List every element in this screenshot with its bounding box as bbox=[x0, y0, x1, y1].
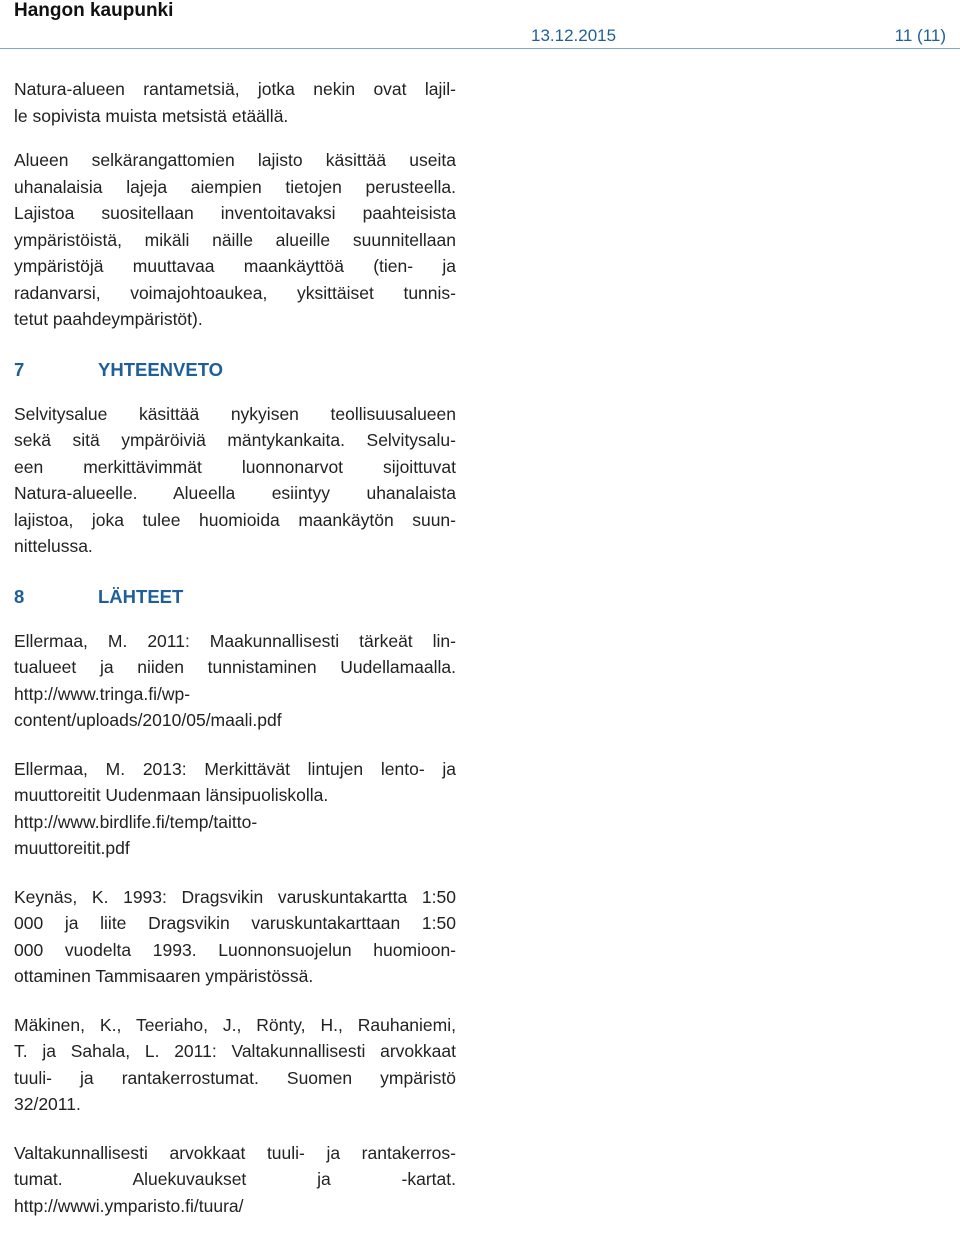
reference-item bbox=[14, 1012, 456, 1118]
text-line: T. ja Sahala, L. 2011: Valtakunnallisesti arvokkaat bbox=[14, 1041, 456, 1061]
section-heading-references bbox=[14, 584, 456, 610]
paragraph-summary bbox=[14, 401, 456, 560]
reference-item bbox=[14, 756, 456, 862]
paragraph-natura-forests bbox=[14, 76, 456, 129]
text-line: lajistoa, joka tulee huomioida maankäytön suun- bbox=[14, 509, 456, 530]
text-line: 000 vuodelta 1993. Luonnonsuojelun huomioon- bbox=[14, 939, 456, 960]
document-date: 13.12.2015 bbox=[531, 26, 617, 45]
text-line: nittelussa. bbox=[14, 536, 93, 556]
text-line: http://wwwi.ymparisto.fi/tuura/ bbox=[14, 1195, 244, 1216]
text-line: 000 ja liite Dragsvikin varuskuntakarttaan 1:50 bbox=[14, 913, 456, 933]
text-line: Lajistoa suositellaan inventoitavaksi paahteisista bbox=[14, 203, 456, 223]
section-title: YHTEENVETO bbox=[98, 358, 224, 380]
text-line: tualueet ja niiden tunnistaminen Uudellamaalla. bbox=[14, 657, 456, 677]
text-line: http://www.tringa.fi/wp- bbox=[14, 683, 191, 704]
text-line: sekä sitä ympäröiviä mäntykankaita. Selvitysalu- bbox=[14, 430, 456, 450]
text-line: content/uploads/2010/05/maali.pdf bbox=[14, 710, 282, 730]
text-line: muuttoreitit Uudenmaan länsipuoliskolla. bbox=[14, 785, 329, 805]
text-line: Mäkinen, K., Teeriaho, J., Rönty, H., Rauhaniemi, bbox=[14, 1014, 456, 1035]
text-line: tetut paahdeympäristöt). bbox=[14, 309, 203, 329]
reference-item bbox=[14, 628, 456, 734]
text-line: tumat. Aluekuvaukset ja -kartat. bbox=[14, 1169, 456, 1189]
page-header bbox=[0, 0, 960, 50]
text-line: 32/2011. bbox=[14, 1094, 81, 1114]
text-line: Natura-alueelle. Alueella esiintyy uhanalaista bbox=[14, 483, 456, 503]
text-line: tuuli- ja rantakerrostumat. Suomen ympäristö bbox=[14, 1067, 456, 1088]
section-heading-summary bbox=[14, 357, 456, 383]
text-line: een merkittävimmät luonnonarvot sijoittuvat bbox=[14, 456, 456, 477]
text-line: ympäristöjä muuttavaa maankäyttöä (tien- ja bbox=[14, 256, 456, 276]
organization-name: Hangon kaupunki bbox=[14, 0, 174, 21]
text-line: le sopivista muista metsistä etäällä. bbox=[14, 105, 289, 126]
section-number: 7 bbox=[14, 358, 25, 380]
header-divider bbox=[0, 48, 960, 49]
text-line: Natura-alueen rantametsiä, jotka nekin ovat lajil- bbox=[14, 79, 456, 99]
text-column bbox=[14, 76, 456, 1219]
text-line: Ellermaa, M. 2013: Merkittävät lintujen lento- ja bbox=[14, 758, 456, 779]
text-line: Keynäs, K. 1993: Dragsvikin varuskuntakartta 1:50 bbox=[14, 886, 456, 907]
text-line: http://www.birdlife.fi/temp/taitto- bbox=[14, 811, 258, 832]
text-line: Ellermaa, M. 2011: Maakunnallisesti tärkeät lin- bbox=[14, 630, 456, 651]
section-number: 8 bbox=[14, 585, 25, 607]
text-line: Selvitysalue käsittää nykyisen teollisuusalueen bbox=[14, 403, 456, 424]
text-line: Valtakunnallisesti arvokkaat tuuli- ja rantakerros- bbox=[14, 1142, 456, 1163]
reference-item bbox=[14, 1140, 456, 1220]
text-line: ympäristöistä, mikäli näille alueille suunnitellaan bbox=[14, 229, 456, 250]
text-line: Alueen selkärangattomien lajisto käsittää useita bbox=[14, 150, 456, 170]
section-title: LÄHTEET bbox=[98, 585, 184, 607]
text-line: ottaminen Tammisaaren ympäristössä. bbox=[14, 966, 314, 986]
paragraph-invertebrates bbox=[14, 147, 456, 333]
reference-list bbox=[14, 628, 456, 1220]
text-line: radanvarsi, voimajohtoaukea, yksittäiset tunnis- bbox=[14, 282, 456, 303]
text-line: uhanalaisia lajeja aiempien tietojen perusteella. bbox=[14, 176, 456, 197]
reference-item bbox=[14, 884, 456, 990]
page-number: 11 (11) bbox=[894, 26, 946, 45]
text-line: muuttoreitit.pdf bbox=[14, 838, 130, 858]
